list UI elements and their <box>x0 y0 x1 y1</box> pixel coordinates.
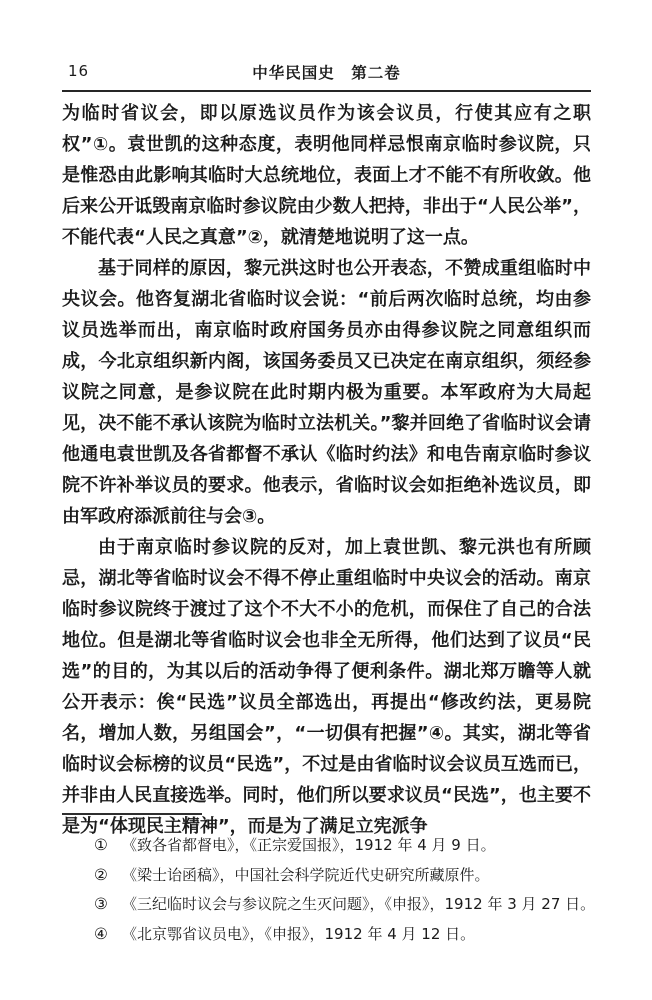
footnote-marker: ④ <box>94 924 108 943</box>
body-text <box>62 98 591 842</box>
footnotes-section <box>62 813 596 949</box>
footnote <box>62 861 591 891</box>
footnote-text: 《北京鄂省议员电》，《申报》，1912 年 4 月 12 日。 <box>122 924 476 943</box>
footnote-separator <box>62 813 202 815</box>
footnote-text: 《三纪临时议会与参议院之生灭问题》，《申报》，1912 年 3 月 27 日。 <box>122 895 596 913</box>
footnote-marker: ① <box>94 836 108 854</box>
running-title: 中华民国史 第二卷 <box>252 64 401 82</box>
footnote-text: 《梁士诒函稿》，中国社会科学院近代史研究所藏原件。 <box>122 865 490 884</box>
footnote <box>62 890 596 920</box>
header-rule <box>62 90 591 92</box>
page-number: 16 <box>68 62 90 80</box>
footnote-marker: ③ <box>94 895 108 913</box>
paragraph: 基于同样的原因，黎元洪这时也公开表态，不赞成重组临时中央议会。他咨复湖北省临时议会说：“前后两次临时总统，均由参议员选举而出，南京临时政府国务员亦由得参议院之同意组织而成，今北京组织新内阁，该国务委员又已决定在南京组织，须经参议院之同意，是参议院在此时期内极为重要。本军政府为大局起见，决不能不承认该院为临时立法机关。”黎并回绝了省临时议会请他通电袁世凯及各省都督不承认《临时约法》和电告南京临时参议院不许补举议员的要求。他表示，省临时议会如拒绝补选议员，即由军政府添派前往与会③。 <box>62 258 591 527</box>
footnote-marker: ② <box>94 865 108 884</box>
paragraph-continuation: 为临时省议会，即以原选议员作为该会议员，行使其应有之职权”①。袁世凯的这种态度，表明他同样忌恨南京临时参议院，只是惟恐由此影响其临时大总统地位，表面上才不能不有所收敛。他后来公开诋毁南京临时参议院由少数人把持，非出于“人民公举”，不能代表“人民之真意”②，就清楚地说明了这一点。 <box>62 103 591 248</box>
footnote <box>62 831 591 861</box>
page-header <box>62 61 591 83</box>
paragraph: 由于南京临时参议院的反对，加上袁世凯、黎元洪也有所顾忌，湖北等省临时议会不得不停止重组临时中央议会的活动。南京临时参议院终于渡过了这个不大不小的危机，而保住了自己的合法地位。但是湖北等省临时议会也非全无所得，他们达到了议员“民选”的目的，为其以后的活动争得了便利条件。湖北郑万瞻等人就公开表示：俟“民选”议员全部选出，再提出“修改约法，更易院名，增加人数，另组国会”，“一切俱有把握”④。其实，湖北等省临时议会标榜的议员“民选”，不过是由省临时议会议员互选而已，并非由人民直接选举。同时，他们所以要求议员“民选”，也主要不是为“体现民主精神”，而是为了满足立宪派争 <box>62 537 591 837</box>
footnote <box>62 920 591 950</box>
footnote-text: 《致各省都督电》，《正宗爱国报》，1912 年 4 月 9 日。 <box>122 836 496 854</box>
